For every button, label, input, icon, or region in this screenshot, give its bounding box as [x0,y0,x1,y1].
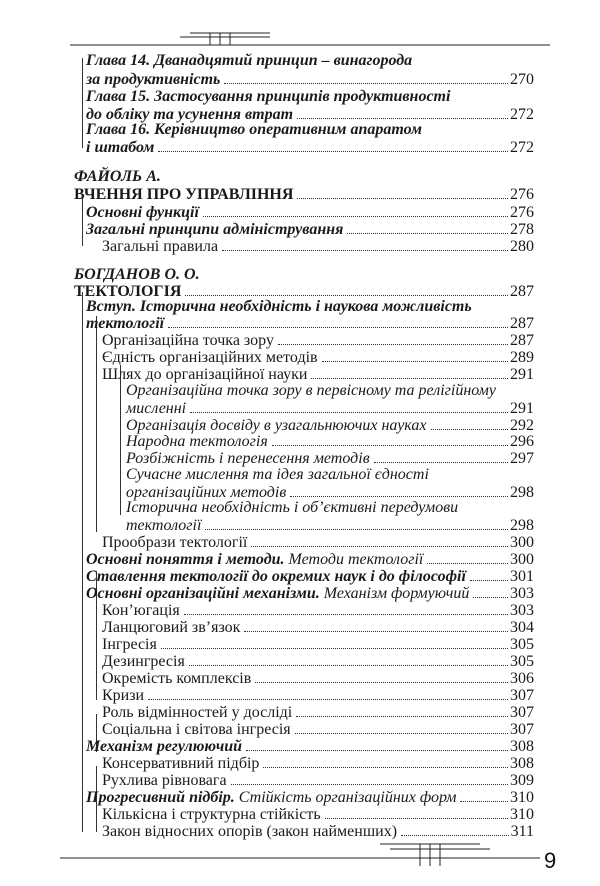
toc-entry [86,567,534,585]
toc-entry [102,331,534,349]
toc-entry-title: Соціальна і світова інгресія [102,721,291,738]
toc-entry-title: Глава 14. Дванадцятий принцип – винагорода [86,52,413,69]
toc-entry-title: Ланцюговий зв’язок [102,619,241,636]
toc-entry [86,584,534,602]
toc-entry [86,138,534,156]
toc-page: 307 [510,704,534,721]
toc-entry [126,432,534,450]
indent-line [82,292,83,832]
toc-entry [102,754,534,772]
toc-entry-title: Загальні правила [102,238,219,255]
toc-entry-title: за продуктивність [86,71,221,88]
toc-entry-title: Організація досвіду в узагальнюючих науках [126,417,427,434]
toc-entry-title: тектології [86,315,165,332]
toc-entry-title: Сучасне мислення та ідея загальної єдності [126,466,429,483]
indent-line [120,365,121,515]
toc-page: 297 [510,450,534,467]
toc-entry-title: Консервативний підбір [102,755,260,772]
toc-entry-title: Дезингресія [102,653,185,670]
toc-entry [86,121,534,139]
toc-page: 305 [510,636,534,653]
toc-entry [102,720,534,738]
toc-entry [86,52,534,70]
toc-page: 272 [510,106,534,123]
toc-entry-title: Окремість комплексів [102,670,252,687]
toc-page: 289 [510,349,534,366]
toc-entry-title: Історична необхідність і об’єктивні передумови [126,499,459,516]
toc-entry-title: Шлях до організаційної науки [102,366,308,383]
toc-entry [74,185,534,203]
toc-entry-title: Інгресія [102,636,157,653]
toc-entry-title: Основні поняття і методи. [86,551,285,568]
toc-entry [102,237,534,255]
toc-entry-subtitle: Методи тектології [284,551,424,568]
toc-entry-subtitle: Стійкість організаційних форм [234,789,457,806]
toc-page: 310 [510,806,534,823]
toc-entry [102,601,534,619]
toc-entry [86,737,534,755]
toc-entry [102,805,534,823]
toc-entry-title: Організаційна точка зору в первісному та релігійному [126,382,496,399]
toc-author-name: ФАЙОЛЬ А. [74,168,161,185]
toc-entry-title: і штабом [86,139,155,156]
toc-entry-title: Основні організаційні механізми. [86,585,320,602]
toc-entry [102,686,534,704]
toc-entry-title: тектології [126,517,202,534]
toc-page: 291 [510,400,534,417]
toc-page: 278 [510,221,534,238]
toc-page: 276 [510,186,534,203]
toc-entry-title: Загальні принципи адміністрування [86,221,344,238]
toc-entry [86,70,534,88]
toc-page: 304 [510,619,534,636]
toc-entry-title: мисленні [126,400,187,417]
toc-page: 270 [510,71,534,88]
toc-entry-title: Ставлення тектології до окремих наук і до філософії [86,568,466,585]
toc-page: 280 [510,238,534,255]
toc-page: 276 [510,204,534,221]
toc-entry-title: Закон відносних опорів (закон найменших) [102,823,398,840]
page-number: 9 [544,848,557,873]
toc-page: 287 [510,283,534,300]
toc-entry [102,703,534,721]
toc-entry-title: Вступ. Історична необхідність і наукова можливість [86,298,472,315]
toc-page: 307 [510,721,534,738]
toc-page: 301 [510,568,534,585]
toc-entry-title: ТЕКТОЛОГІЯ [74,283,182,300]
toc-entry-title: Глава 16. Керівництво оперативним апаратом [86,121,422,138]
toc-entry-title: до обліку та усунення втрат [86,106,294,123]
toc-entry-title: ВЧЕННЯ ПРО УПРАВЛІННЯ [74,186,294,203]
toc-entry [86,220,534,238]
toc-entry [102,822,534,840]
toc-entry [102,635,534,653]
toc-entry-title: Народна тектологія [126,433,268,450]
toc-author [74,168,534,186]
toc-entry [102,365,534,383]
indent-line [82,58,83,148]
toc-entry [102,618,534,636]
toc-author-name: БОГДАНОВ О. О. [74,266,200,283]
toc-entry [86,788,534,806]
toc-page: 311 [510,823,534,840]
toc-entry-title: Глава 15. Застосування принципів продуктивності [86,88,451,105]
toc-entry [126,449,534,467]
toc-page: 298 [510,484,534,501]
toc-entry [126,382,534,400]
toc-entry [86,314,534,332]
toc-page: 309 [510,772,534,789]
toc-page: 307 [510,687,534,704]
top-ornament [70,30,550,50]
toc-entry-title: Єдність організаційних методів [102,349,318,366]
toc-entry [86,203,534,221]
toc-entry-title: Рухлива рівновага [102,772,227,789]
toc-page: 298 [510,517,534,534]
toc-page: 310 [510,789,534,806]
toc-entry-title: Кількісна і структурна стійкість [102,806,321,823]
bottom-ornament [60,840,540,870]
toc-entry [86,550,534,568]
toc-page: 303 [510,602,534,619]
toc-entry-title: організаційних методів [126,484,287,501]
toc-entry-title: Кризи [102,687,145,704]
toc-entry [102,652,534,670]
toc-entry [126,399,534,417]
toc-page: 287 [510,315,534,332]
toc-entry-title: Прообрази тектології [102,534,248,551]
toc-entry-title: Механізм регулюючий [86,738,243,755]
toc-page: 287 [510,332,534,349]
toc-entry-title: Організаційна точка зору [102,332,274,349]
toc-page: 296 [510,433,534,450]
toc-entry [126,499,534,517]
toc-page: 300 [510,551,534,568]
toc-entry-subtitle: Механізм формуючий [319,585,470,602]
toc-entry [102,348,534,366]
toc-page: 291 [510,366,534,383]
toc-page: 305 [510,653,534,670]
toc-entry [126,516,534,534]
toc-page: 272 [510,139,534,156]
toc-entry [102,669,534,687]
toc-page: 303 [510,585,534,602]
indent-line [96,316,97,532]
toc-entry [102,533,534,551]
toc-entry-title: Прогресивний підбір. [86,789,235,806]
toc-page: 306 [510,670,534,687]
toc-entry [102,771,534,789]
toc-entry-title: Розбіжність і перенесення методів [126,450,370,467]
toc-entry [86,88,534,106]
toc-entry-title: Кон’югація [102,602,180,619]
toc-entry [126,466,534,484]
toc-page: 308 [510,755,534,772]
toc-page: 292 [510,417,534,434]
toc-page: 300 [510,534,534,551]
toc-page: 308 [510,738,534,755]
toc-entry-title: Роль відмінностей у досліді [102,704,293,721]
toc-entry-title: Основні функції [86,204,199,221]
